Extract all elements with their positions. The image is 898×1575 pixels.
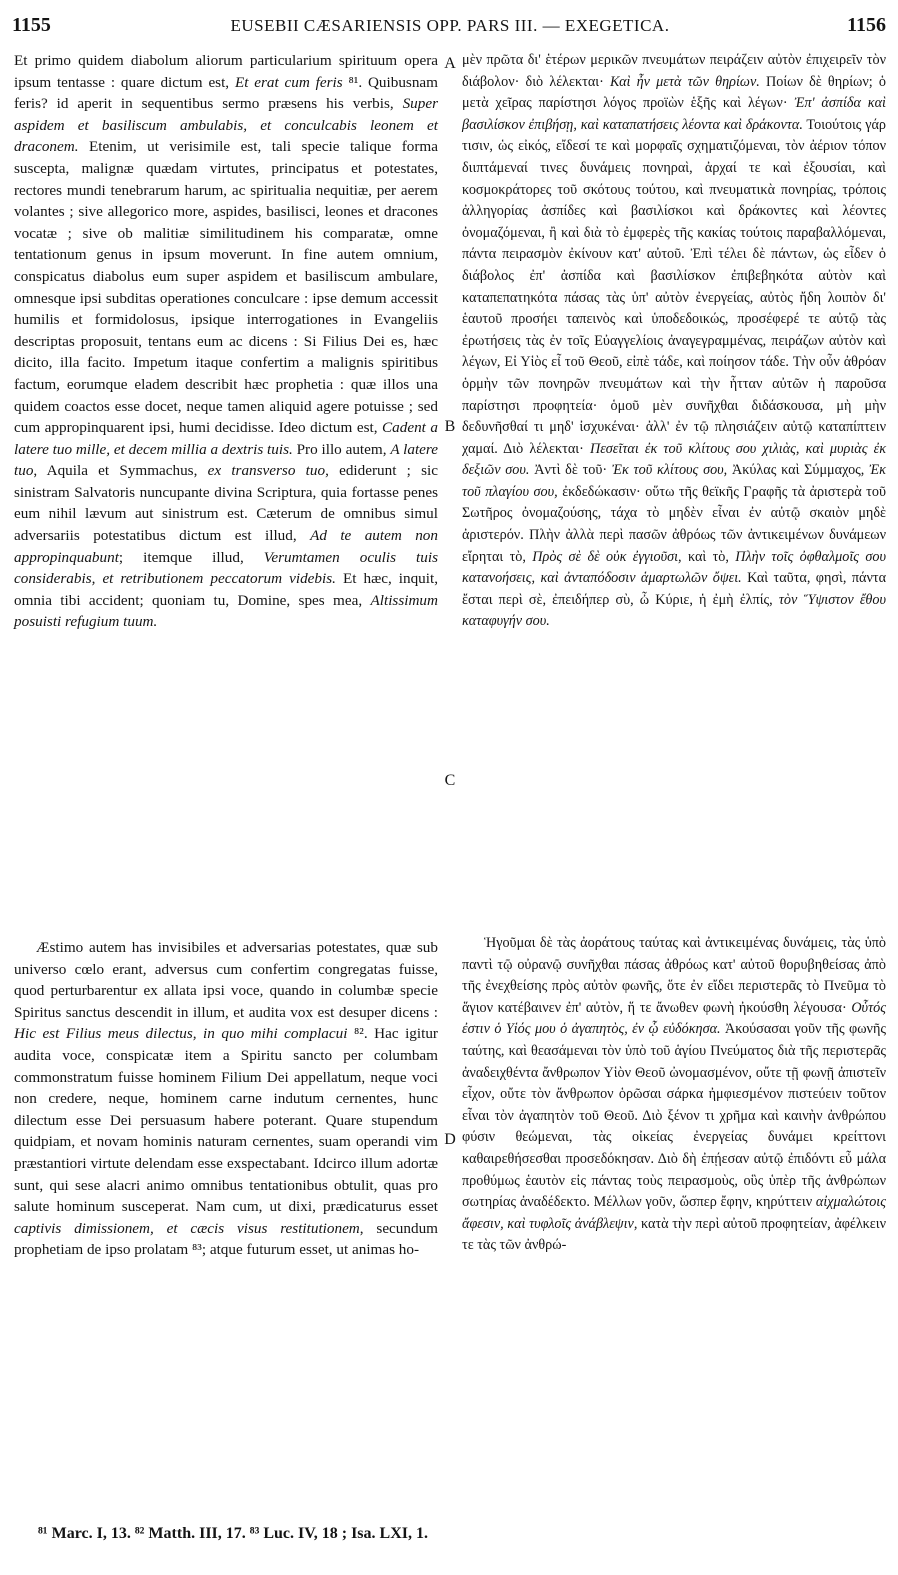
page-number-left: 1155 [12, 14, 51, 36]
page-number-right: 1156 [847, 14, 886, 36]
section-marker-b: B [444, 418, 456, 435]
greek-column-top [462, 50, 886, 633]
latin-paragraph-2: Æstimo autem has invisibiles et adversarias potestates, quæ sub universo cœlo erant, adversus cum confertim congregatas fuisse, quod perturbarentur ex allata ipsi voce, quando in columbæ specie Spiritus sanctus descendit in illum, et audita vox est desuper dicens : Hic est Filius meus dilectus, in quo mihi complacui ⁸². Hac igitur audita voce, conspicatæ item a Spiritu sancto per columbam commonstratum fuisse hominem Filium Dei appellatum, neque voci non credere, neque, hominem carne indutum cernentes, hunc dilectum esse Dei persuasum habere poterant. Quare stupendum quidpiam, et novam hominis naturam cernentes, suam operandi vim præstantiori virtute delendam esse exspectabant. Idcirco illum adortæ sunt, qui sese alacri animo omnibus tentationibus obtulit, quas pro salute hominum susceperat. Nam cum, ut dixi, prædicaturus esset captivis dimissionem, et cæcis visus restitutionem, secundum prophetiam de ipso prolatam ⁸³; atque futurum esset, ut animas ho- [14, 939, 438, 1259]
greek-paragraph-1: μὲν πρῶτα δι' ἑτέρων μερικῶν πνευμάτων πειράζειν αὐτὸν ἐπιχειρεῖν τὸν διάβολον· διὸ λέλεκται· Καὶ ἦν μετὰ τῶν θηρίων. Ποίων δὲ θηρίων; ὁ μετὰ χεῖρας παρίστησι λόγος προϊὼν ἑξῆς καὶ λέγων· Ἐπ' ἀσπίδα καὶ βασιλίσκον ἐπιβήσῃ, καὶ καταπατήσεις λέοντα καὶ δράκοντα. Τοιούτοις γάρ τισιν, ὡς εἰκός, εἴδεσί τε καὶ μορφαῖς σχηματιζόμεναι, τὸν ἀέριον τόπον διιπτάμεναί τινες δυνάμεις πονηραὶ, ἀρχαί τε καὶ ἐξουσίαι, καὶ κοσμοκράτορες τοῦ σκότους τούτου, καὶ πνευματικὰ πονηρίας, τρόποις ἀλληγορίας ἀσπίδες καὶ βασιλίσκοι καὶ δράκοντες καὶ λέοντες ὀνομαζόμεναι, ἢ καὶ διὰ τὸ ἐμφερὲς τῆς κακίας τούτοις παραβαλλόμεναι, πάντα πειρασμὸν ἐκίνουν κατ' αὐτοῦ. Ἐπὶ τέλει δὲ πάντων, ὡς εἶδεν ὁ διάβολος ἐπ' ἀσπίδα καὶ βασιλίσκον ἐπιβεβηκότα αὐτὸν καὶ καταπεπατηκότα πάσας τὰς ὑπ' αὐτὸν ἐνεργείας, αὐτὸς ἤδη λοιπὸν δι' ἑαυτοῦ προσήει ταπεινὸς καὶ ὑποδεδοικώς, προσέφερέ τε αὐτῷ τὰς ἐρωτήσεις τὰς ἐν τοῖς Εὐαγγελίοις ἀναγεγραμμένας, πειράζων αὐτὸν καὶ λέγων, Εἰ Υἱὸς εἶ τοῦ Θεοῦ, εἰπὲ τάδε, καὶ ποίησον τάδε. Τὴν οὖν ἀθρόαν ὁρμὴν τῶν πονηρῶν πνευμάτων καὶ τὴν ἧτταν αὐτῶν ἡ παροῦσα παρίστησι προφητεία· ὁμοῦ μὲν συνῆχθαι διδάσκουσα, μὴ μὴν δεδυνῆσθαί τι μηδ' ἰσχυκέναι· ἀλλ' ἐν τῷ πλησιάζειν αὐτῷ καταπίπτειν χαμαί. Διὸ λέλεκται· Πεσεῖται ἐκ τοῦ κλίτους σου χιλιὰς, καὶ μυριὰς ἐκ δεξιῶν σου. Ἀντὶ δὲ τοῦ· Ἐκ τοῦ κλίτους σου, Ἀκύλας καὶ Σύμμαχος, Ἐκ τοῦ πλαγίου σου, ἐκδεδώκασιν· οὕτω τῆς θεϊκῆς Γραφῆς τὰ ἀριστερὰ τοῦ Σωτῆρος ὀνομαζούσης, τάχα τὸ μηδὲν εἶναι ἐν αὐτῷ σκαιὸν μηδὲ ἀριστερόν. Πλὴν ἀλλὰ περὶ πασῶν ἀθρόως τῶν ἀντικειμένων δυνάμεων εἴρηται τὸ, Πρὸς σὲ δὲ οὐκ ἐγγιοῦσι, καὶ τὸ, Πλὴν τοῖς ὀφθαλμοῖς σου κατανοήσεις, καὶ ἀνταπόδοσιν ἁμαρτωλῶν ὄψει. Καὶ ταῦτα, φησὶ, πάντα ἔσται περὶ σὲ, ἐπειδήπερ σὺ, ὦ Κύριε, ἡ ἐμὴ ἐλπίς, τὸν Ὕψιστον ἔθου καταφυγήν σου. [462, 52, 887, 630]
latin-column-top [14, 50, 438, 633]
section-marker-a: A [444, 55, 456, 72]
latin-column-bottom [14, 937, 438, 1261]
running-title: EUSEBII CÆSARIENSIS OPP. PARS III. — EXEGETICA. [230, 16, 670, 35]
section-marker-d: D [444, 1131, 456, 1148]
latin-paragraph-1: Et primo quidem diabolum aliorum particularium spirituum opera ipsum tentasse : quare dictum est, Et erat cum feris ⁸¹. Quibusnam feris? id aperit in sequentibus sermo præsens his verbis, Super aspidem et basiliscum ambulabis, et conculcabis leonem et draconem. Etenim, ut verisimile est, tali specie talique forma suscepta, malignæ quædam virtutes, principatus et potestates, rectores mundi tenebrarum harum, ac spiritualia nequitiæ, per aerem volantes ; sive allegorico more, aspides, basilisci, leones et dracones vocatæ ; sive ob malitiæ similitudinem his comparatæ, omne tentationum genus in ipsum moverunt. In fine autem omnium, conspicatus diabolus eum super aspidem et basiliscum ambulare, omnesque ipsi subditas operationes conculcare : ipse demum accessit humilis et formidolosus, ipsique interrogationes in Evangeliis descriptas proposuit, tentans eum ac dicens : Si Filius Dei es, hæc dicito, illa facito. Impetum itaque confertim a malignis spiritibus factum, eorumque eladem describit hæc prophetia : quæ illos una quidem coactos esse docet, neque tamen aliquid agere potuisse ; sed cum appropinquarent ipsi, humi decidisse. Ideo dictum est, Cadent a latere tuo mille, et decem millia a dextris tuis. Pro illo autem, A latere tuo, Aquila et Symmachus, ex transverso tuo, ediderunt ; sic sinistram Salvatoris nuncupante divina Scriptura, quia fortasse penes eum nihil lævum aut sinistrum est. Cæterum de omnibus simul adversariis potestatibus dictum est illud, Ad te autem non appropinquabunt; itemque illud, Verumtamen oculis tuis considerabis, et retributionem peccatorum videbis. Et hæc, inquit, omnia tibi accident; quoniam tu, Domine, spes mea, Altissimum posuisti refugium tuum. [14, 52, 439, 631]
footnotes: ⁸¹ Marc. I, 13. ⁸² Matth. III, 17. ⁸³ Luc. IV, 18 ; Isa. LXI, 1. [38, 1525, 428, 1542]
section-marker-c: C [444, 772, 456, 789]
page-header [10, 14, 890, 40]
greek-column-bottom [462, 933, 886, 1257]
greek-paragraph-2: Ἡγοῦμαι δὲ τὰς ἀοράτους ταύτας καὶ ἀντικειμένας δυνάμεις, τὰς ὑπὸ παντὶ τῷ οὐρανῷ συνῆχθαι πάσας ἀθρόως κατ' αὐτοῦ θορυβηθείσας ἀπὸ τῆς ἐνεχθείσης πρὸς αὐτὸν φωνῆς, ὅτε ἐν εἴδει περιστερᾶς τὸ Πνεῦμα τὸ ἅγιον κατέβαινεν ἐπ' αὐτὸν, ἥ τε ἄνωθεν φωνὴ ἠκούσθη λέγουσα· Οὗτός ἐστιν ὁ Υἱός μου ὁ ἀγαπητὸς, ἐν ᾧ εὐδόκησα. Ἀκούσασαι γοῦν τῆς φωνῆς ταύτης, καὶ θεασάμεναι τὸν ὑπὸ τοῦ ἁγίου Πνεύματος διὰ τῆς περιστερᾶς ἀναδειχθέντα ἄνθρωπον Υἱὸν Θεοῦ ὠνομασμένον, οὔτε τῇ φωνῇ ἀπιστεῖν εἶχον, οὔτε τὸν ἄνθρωπον ὁρῶσαι σάρκα ἠμφιεσμένον πιστεύειν τοῦτον εἶναι τὸν ἀγαπητὸν τοῦ Θεοῦ. Διὸ ξένον τι χρῆμα καὶ καινὴν ἀνθρώπου φύσιν θεώμεναι, τὰς οἰκείας ἐνεργείας δυνάμει κρείττονι καθαιρεθήσεσθαι προσεδόκησαν. Διὸ δὴ ἐπῄεσαν αὐτῷ ἐπιδόντι εὖ μάλα προθύμως ἑαυτὸν εἰς πάντας τοὺς πειρασμοὺς, οὓς ὑπὲρ τῆς ἀνθρώπων σωτηρίας ἀναδέδεκτο. Μέλλων γοῦν, ὥσπερ ἔφην, κηρύττειν αἰχμαλώτοις ἄφεσιν, καὶ τυφλοῖς ἀνάβλεψιν, κατὰ τὴν περὶ αὐτοῦ προφητείαν, ἀφέλκειν τε τὰς τῶν ἀνθρώ- [462, 935, 886, 1254]
